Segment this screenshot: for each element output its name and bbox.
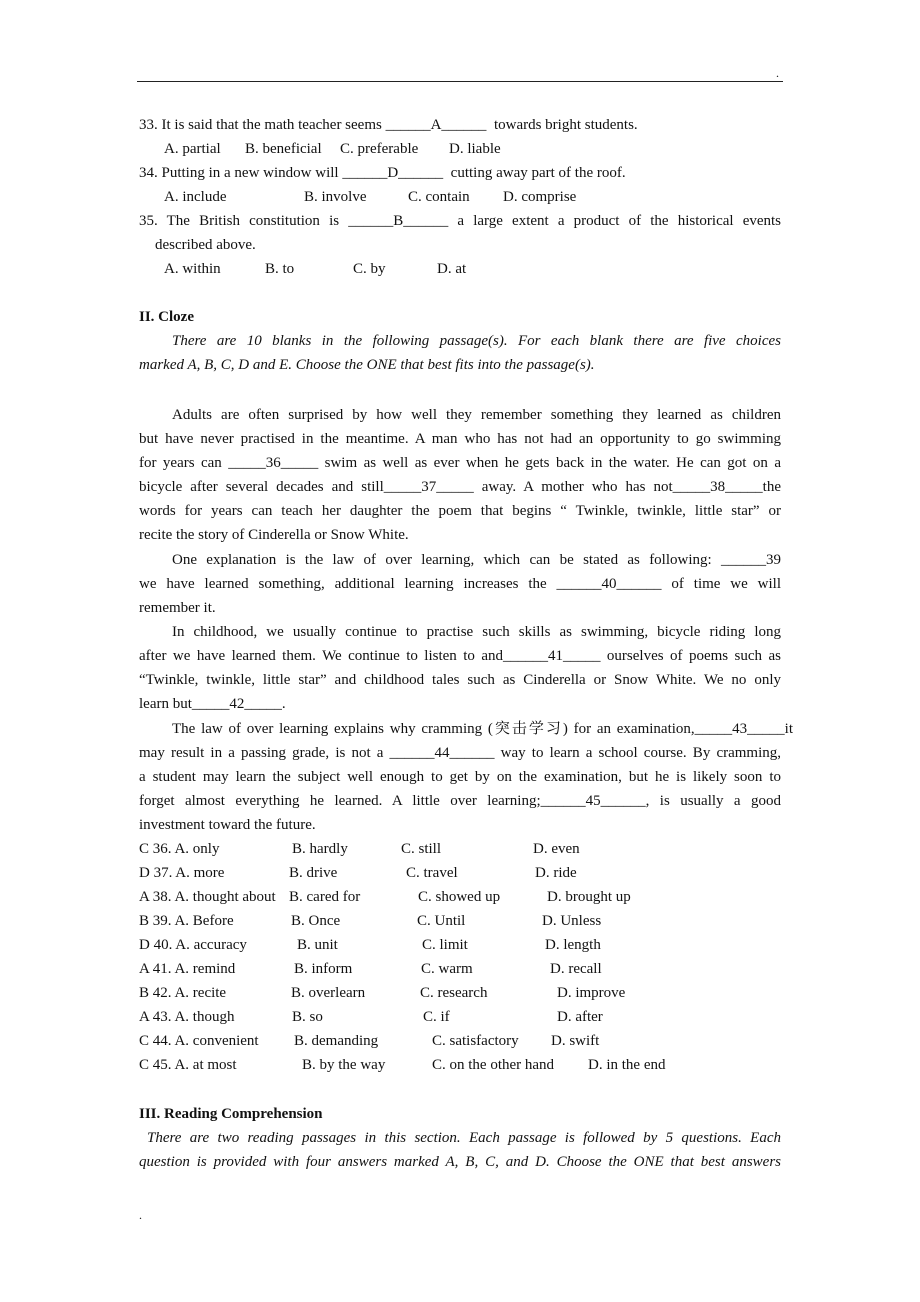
blank-45: ______45______ xyxy=(540,793,646,809)
cloze-instructions-line1: There are 10 blanks in the following passage(s). For each blank there are five choices xyxy=(172,333,781,349)
option-a: A. within xyxy=(164,261,221,277)
option-a: A. partial xyxy=(164,141,221,157)
blank-43: _____43_____ xyxy=(694,721,785,737)
cloze-instructions-line2: marked A, B, C, D and E. Choose the ONE that best fits into the passage(s). xyxy=(139,357,595,373)
passage-line: for years can _____36_____ swim as well as ever when he gets back in the water. He can got on a xyxy=(139,455,781,471)
passage-line: after we have learned them. We continue to listen to and______41_____ ourselves of poems such as xyxy=(139,648,781,664)
option-d: D. comprise xyxy=(503,189,577,205)
passage-line: bicycle after several decades and still_____37_____ away. A mother who has not_____38_____the xyxy=(139,479,781,495)
blank-44: ______44______ xyxy=(389,745,495,761)
option-b: B. beneficial xyxy=(245,141,322,157)
passage-line: words for years can teach her daughter the poem that begins “ Twinkle, twinkle, little star” or xyxy=(139,503,781,519)
option-c: C. contain xyxy=(408,189,470,205)
section-heading-reading: III. Reading Comprehension xyxy=(139,1106,323,1122)
passage-line: learn but_____42_____. xyxy=(139,696,286,712)
passage-line: investment toward the future. xyxy=(139,817,316,833)
header-rule xyxy=(137,81,783,82)
reading-instructions-line1: There are two reading passages in this section. Each passage is followed by 5 questions. Each xyxy=(147,1130,781,1146)
reading-instructions-line2: question is provided with four answers marked A, B, C, and D. Choose the ONE that best answers xyxy=(139,1154,781,1170)
passage-line: a student may learn the subject well enough to get by on the examination, but he is likely soon to xyxy=(139,769,781,785)
option-b: B. involve xyxy=(304,189,367,205)
passage-line: may result in a passing grade, is not a ______44______ way to learn a school course. By cramming, xyxy=(139,745,782,761)
blank-40: ______40______ xyxy=(556,576,662,592)
blank-38: _____38_____ xyxy=(672,479,763,495)
passage-line: Adults are often surprised by how well they remember something they learned as children xyxy=(172,407,781,423)
question-33: 33. It is said that the math teacher seems ______A______ towards bright students. xyxy=(139,117,638,133)
option-a: A. include xyxy=(164,189,227,205)
question-34: 34. Putting in a new window will ______D______ cutting away part of the roof. xyxy=(139,165,626,181)
blank-37: _____37_____ xyxy=(383,479,474,495)
question-35: 35. The British constitution is ______B______ a large extent a product of the historical events xyxy=(139,213,782,229)
option-d: D. liable xyxy=(449,141,501,157)
passage-line: One explanation is the law of over learning, which can be stated as following: ______39 xyxy=(172,552,781,568)
passage-line: The law of over learning explains why cramming (突击学习) for an examination,_____43_____it xyxy=(172,721,793,737)
passage-line: remember it. xyxy=(139,600,216,616)
option-b: B. to xyxy=(265,261,295,277)
blank-39: ______39 xyxy=(721,552,781,568)
passage-line: forget almost everything he learned. A little over learning;______45______, is usually a good xyxy=(139,793,781,809)
passage-line: but have never practised in the meantime. A man who has not had an opportunity to go swimming xyxy=(139,431,781,447)
passage-line: “Twinkle, twinkle, little star” and childhood tales such as Cinderella or Snow White. We no only xyxy=(139,672,781,688)
header-dot: . xyxy=(776,66,779,80)
option-d: D. at xyxy=(437,261,467,277)
blank-41: ______41_____ xyxy=(503,648,601,664)
blank-42: _____42_____ xyxy=(191,696,282,712)
footer-dot: . xyxy=(139,1208,142,1222)
passage-line: we have learned something, additional learning increases the ______40______ of time we will xyxy=(139,576,781,592)
passage-line: recite the story of Cinderella or Snow White. xyxy=(139,527,409,543)
passage-line: In childhood, we usually continue to practise such skills as swimming, bicycle riding long xyxy=(172,624,781,640)
section-heading-cloze: II. Cloze xyxy=(139,309,194,325)
blank-36: _____36_____ xyxy=(228,455,319,471)
option-c: C. by xyxy=(353,261,386,277)
question-35-continued: described above. xyxy=(155,237,256,253)
option-c: C. preferable xyxy=(340,141,419,157)
